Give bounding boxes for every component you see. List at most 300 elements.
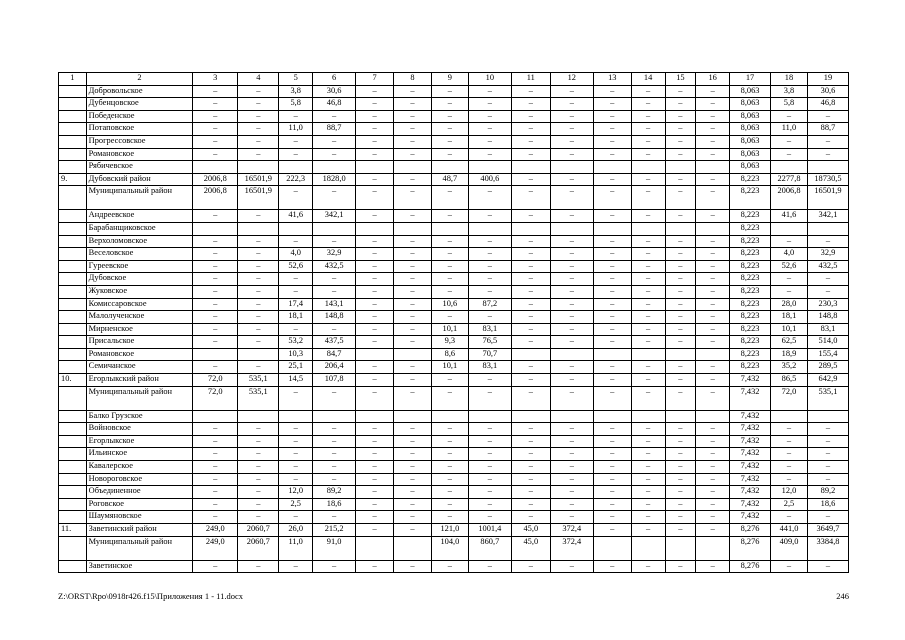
value-cell: – xyxy=(550,560,593,573)
row-number-cell xyxy=(59,560,87,573)
value-cell: – xyxy=(631,498,665,511)
value-cell: 4,0 xyxy=(771,248,808,261)
value-cell: – xyxy=(193,461,238,474)
value-cell: – xyxy=(807,148,848,161)
row-number-cell xyxy=(59,110,87,123)
value-cell: – xyxy=(665,298,696,311)
value-cell: – xyxy=(511,435,550,448)
value-cell: – xyxy=(593,461,631,474)
value-cell: – xyxy=(631,486,665,499)
value-cell: – xyxy=(511,448,550,461)
row-number-cell xyxy=(59,273,87,286)
value-cell: – xyxy=(696,524,730,537)
value-cell xyxy=(631,410,665,423)
table-row xyxy=(59,186,849,210)
table-row xyxy=(59,222,849,235)
value-cell xyxy=(696,536,730,560)
value-cell: 35,2 xyxy=(771,361,808,374)
row-number-cell xyxy=(59,323,87,336)
value-cell: – xyxy=(807,273,848,286)
value-cell: – xyxy=(468,498,511,511)
value-cell: – xyxy=(665,448,696,461)
value-cell: 2,5 xyxy=(771,498,808,511)
value-cell: – xyxy=(356,323,394,336)
value-cell: – xyxy=(593,473,631,486)
value-cell: – xyxy=(511,423,550,436)
table-row xyxy=(59,386,849,410)
value-cell xyxy=(238,410,279,423)
row-number-cell xyxy=(59,123,87,136)
value-cell: 30,6 xyxy=(807,85,848,98)
value-cell xyxy=(356,161,394,174)
value-cell: 11,0 xyxy=(279,536,313,560)
value-cell: – xyxy=(696,448,730,461)
value-cell: – xyxy=(193,511,238,524)
value-cell: – xyxy=(356,448,394,461)
value-cell: 8,223 xyxy=(730,348,771,361)
value-cell: – xyxy=(468,560,511,573)
value-cell xyxy=(696,161,730,174)
value-cell: – xyxy=(593,148,631,161)
column-header-19: 19 xyxy=(807,73,848,86)
value-cell: 143,1 xyxy=(313,298,356,311)
value-cell: – xyxy=(771,560,808,573)
value-cell: 10,1 xyxy=(431,361,468,374)
row-number-cell: 11. xyxy=(59,524,87,537)
row-number-cell xyxy=(59,486,87,499)
value-cell: – xyxy=(394,323,432,336)
table-row xyxy=(59,98,849,111)
value-cell: – xyxy=(356,285,394,298)
value-cell: – xyxy=(193,235,238,248)
value-cell: – xyxy=(468,248,511,261)
value-cell: 32,9 xyxy=(313,248,356,261)
value-cell: – xyxy=(394,361,432,374)
row-name-cell: Малолученское xyxy=(86,311,193,324)
value-cell: – xyxy=(665,498,696,511)
value-cell: – xyxy=(593,298,631,311)
value-cell: 2006,8 xyxy=(771,186,808,210)
value-cell: – xyxy=(431,260,468,273)
value-cell: – xyxy=(356,210,394,223)
value-cell: – xyxy=(193,123,238,136)
value-cell: – xyxy=(511,311,550,324)
table-row xyxy=(59,461,849,474)
value-cell: – xyxy=(631,323,665,336)
value-cell xyxy=(313,222,356,235)
value-cell: – xyxy=(771,511,808,524)
value-cell: – xyxy=(511,498,550,511)
value-cell: 409,0 xyxy=(771,536,808,560)
row-name-cell: Дубенцовское xyxy=(86,98,193,111)
value-cell: 88,7 xyxy=(313,123,356,136)
value-cell: – xyxy=(431,285,468,298)
row-name-cell: Жуковское xyxy=(86,285,193,298)
value-cell: 5,8 xyxy=(279,98,313,111)
value-cell xyxy=(550,348,593,361)
value-cell xyxy=(771,161,808,174)
value-cell: – xyxy=(631,248,665,261)
value-cell: 437,5 xyxy=(313,336,356,349)
value-cell: – xyxy=(631,210,665,223)
value-cell: – xyxy=(665,560,696,573)
row-name-cell: Новороговское xyxy=(86,473,193,486)
value-cell: – xyxy=(394,148,432,161)
value-cell: – xyxy=(550,173,593,186)
value-cell: 72,0 xyxy=(771,386,808,410)
value-cell: – xyxy=(771,448,808,461)
value-cell: 8,223 xyxy=(730,285,771,298)
value-cell: – xyxy=(313,386,356,410)
row-name-cell: Объединенное xyxy=(86,486,193,499)
column-header-3: 3 xyxy=(193,73,238,86)
value-cell: – xyxy=(550,336,593,349)
value-cell: – xyxy=(356,298,394,311)
value-cell: 28,0 xyxy=(771,298,808,311)
value-cell: 16501,9 xyxy=(238,173,279,186)
value-cell: – xyxy=(394,448,432,461)
value-cell xyxy=(550,410,593,423)
value-cell: 121,0 xyxy=(431,524,468,537)
value-cell: 62,5 xyxy=(771,336,808,349)
value-cell: – xyxy=(631,260,665,273)
value-cell: – xyxy=(238,235,279,248)
value-cell: 45,0 xyxy=(511,524,550,537)
value-cell: 14,5 xyxy=(279,374,313,387)
value-cell xyxy=(631,222,665,235)
value-cell: – xyxy=(394,273,432,286)
value-cell: – xyxy=(193,311,238,324)
value-cell: – xyxy=(193,361,238,374)
value-cell: – xyxy=(771,435,808,448)
value-cell: – xyxy=(394,423,432,436)
value-cell: – xyxy=(279,435,313,448)
value-cell: – xyxy=(665,135,696,148)
value-cell: 8,063 xyxy=(730,110,771,123)
table-header-row xyxy=(59,73,849,86)
table-row xyxy=(59,210,849,223)
value-cell: – xyxy=(631,461,665,474)
row-number-cell xyxy=(59,148,87,161)
row-name-cell: Муниципальный район xyxy=(86,386,193,410)
value-cell: – xyxy=(593,423,631,436)
row-number-cell xyxy=(59,98,87,111)
value-cell xyxy=(511,161,550,174)
value-cell xyxy=(511,410,550,423)
value-cell: – xyxy=(631,173,665,186)
value-cell: – xyxy=(807,511,848,524)
data-table xyxy=(58,72,849,573)
value-cell: 8,223 xyxy=(730,222,771,235)
value-cell: – xyxy=(238,361,279,374)
value-cell: – xyxy=(550,486,593,499)
value-cell: – xyxy=(665,260,696,273)
table-row xyxy=(59,298,849,311)
value-cell: 88,7 xyxy=(807,123,848,136)
value-cell: – xyxy=(550,123,593,136)
row-name-cell: Добровольское xyxy=(86,85,193,98)
table-row xyxy=(59,448,849,461)
value-cell: – xyxy=(631,98,665,111)
value-cell: – xyxy=(511,560,550,573)
value-cell: – xyxy=(696,273,730,286)
value-cell: – xyxy=(696,173,730,186)
value-cell: – xyxy=(550,511,593,524)
value-cell: 289,5 xyxy=(807,361,848,374)
value-cell: – xyxy=(279,423,313,436)
value-cell: 441,0 xyxy=(771,524,808,537)
value-cell: – xyxy=(394,435,432,448)
value-cell xyxy=(593,410,631,423)
value-cell: – xyxy=(193,85,238,98)
value-cell: 11,0 xyxy=(771,123,808,136)
row-number-cell xyxy=(59,248,87,261)
table-row xyxy=(59,473,849,486)
row-name-cell: Рябичевское xyxy=(86,161,193,174)
table-row xyxy=(59,560,849,573)
value-cell: – xyxy=(631,135,665,148)
value-cell: – xyxy=(631,273,665,286)
value-cell: – xyxy=(431,435,468,448)
value-cell: – xyxy=(238,486,279,499)
row-number-cell xyxy=(59,210,87,223)
value-cell: 8,223 xyxy=(730,323,771,336)
value-cell: – xyxy=(431,560,468,573)
value-cell: – xyxy=(313,273,356,286)
value-cell: – xyxy=(356,524,394,537)
row-number-cell xyxy=(59,423,87,436)
value-cell: – xyxy=(279,323,313,336)
value-cell: 72,0 xyxy=(193,374,238,387)
value-cell: – xyxy=(696,461,730,474)
value-cell: 7,432 xyxy=(730,461,771,474)
value-cell: – xyxy=(238,110,279,123)
value-cell: 8,223 xyxy=(730,298,771,311)
value-cell: – xyxy=(313,461,356,474)
value-cell: – xyxy=(394,123,432,136)
value-cell: 8,223 xyxy=(730,361,771,374)
value-cell: – xyxy=(468,210,511,223)
value-cell: 16501,9 xyxy=(238,186,279,210)
value-cell: – xyxy=(394,235,432,248)
value-cell: – xyxy=(665,461,696,474)
value-cell: – xyxy=(665,273,696,286)
value-cell: 7,432 xyxy=(730,435,771,448)
row-name-cell: Веселовское xyxy=(86,248,193,261)
value-cell: 3,8 xyxy=(279,85,313,98)
value-cell: – xyxy=(631,423,665,436)
value-cell: – xyxy=(431,486,468,499)
value-cell: – xyxy=(468,435,511,448)
value-cell: 8,6 xyxy=(431,348,468,361)
value-cell: – xyxy=(193,323,238,336)
value-cell: – xyxy=(356,110,394,123)
value-cell: – xyxy=(771,148,808,161)
value-cell: 30,6 xyxy=(313,85,356,98)
value-cell: 8,276 xyxy=(730,524,771,537)
table-row xyxy=(59,423,849,436)
value-cell: – xyxy=(431,123,468,136)
row-name-cell: Заветинское xyxy=(86,560,193,573)
value-cell: – xyxy=(193,423,238,436)
row-number-cell: 10. xyxy=(59,374,87,387)
value-cell: – xyxy=(356,386,394,410)
value-cell: – xyxy=(356,311,394,324)
value-cell: 91,0 xyxy=(313,536,356,560)
value-cell: 87,2 xyxy=(468,298,511,311)
value-cell: – xyxy=(238,461,279,474)
value-cell: – xyxy=(238,210,279,223)
value-cell: 18730,5 xyxy=(807,173,848,186)
value-cell: – xyxy=(696,135,730,148)
value-cell: – xyxy=(238,123,279,136)
value-cell xyxy=(356,348,394,361)
row-name-cell: Мирненское xyxy=(86,323,193,336)
value-cell: – xyxy=(631,311,665,324)
value-cell: 16501,9 xyxy=(807,186,848,210)
value-cell: 1001,4 xyxy=(468,524,511,537)
value-cell: – xyxy=(631,336,665,349)
value-cell: – xyxy=(550,473,593,486)
value-cell: – xyxy=(468,285,511,298)
value-cell: – xyxy=(468,461,511,474)
value-cell: 11,0 xyxy=(279,123,313,136)
value-cell: 342,1 xyxy=(313,210,356,223)
value-cell: 514,0 xyxy=(807,336,848,349)
value-cell: – xyxy=(279,110,313,123)
value-cell: – xyxy=(665,248,696,261)
value-cell: 7,432 xyxy=(730,374,771,387)
value-cell: 8,223 xyxy=(730,173,771,186)
value-cell: – xyxy=(468,260,511,273)
value-cell: 89,2 xyxy=(807,486,848,499)
value-cell: – xyxy=(593,386,631,410)
value-cell: 48,7 xyxy=(431,173,468,186)
value-cell: – xyxy=(665,123,696,136)
column-header-6: 6 xyxy=(313,73,356,86)
table-row xyxy=(59,235,849,248)
value-cell: 8,063 xyxy=(730,148,771,161)
value-cell: – xyxy=(356,235,394,248)
value-cell: – xyxy=(665,323,696,336)
value-cell xyxy=(279,222,313,235)
value-cell: – xyxy=(665,110,696,123)
value-cell: – xyxy=(665,186,696,210)
value-cell: – xyxy=(313,285,356,298)
value-cell: – xyxy=(771,135,808,148)
value-cell: 52,6 xyxy=(279,260,313,273)
value-cell: 32,9 xyxy=(807,248,848,261)
value-cell: – xyxy=(696,123,730,136)
value-cell: – xyxy=(593,560,631,573)
value-cell: – xyxy=(631,148,665,161)
value-cell: – xyxy=(550,98,593,111)
value-cell: – xyxy=(356,423,394,436)
value-cell: – xyxy=(313,235,356,248)
value-cell: – xyxy=(696,210,730,223)
value-cell xyxy=(238,161,279,174)
value-cell: – xyxy=(696,260,730,273)
value-cell: – xyxy=(431,511,468,524)
row-name-cell: Роговское xyxy=(86,498,193,511)
value-cell: – xyxy=(696,285,730,298)
value-cell: 8,223 xyxy=(730,248,771,261)
value-cell: – xyxy=(665,311,696,324)
value-cell: – xyxy=(771,285,808,298)
value-cell: – xyxy=(193,210,238,223)
value-cell: – xyxy=(511,273,550,286)
value-cell: – xyxy=(468,235,511,248)
value-cell: 1828,0 xyxy=(313,173,356,186)
value-cell: – xyxy=(193,435,238,448)
value-cell: – xyxy=(431,135,468,148)
value-cell: – xyxy=(511,248,550,261)
value-cell: 84,7 xyxy=(313,348,356,361)
value-cell: – xyxy=(631,511,665,524)
value-cell xyxy=(193,410,238,423)
value-cell: – xyxy=(193,486,238,499)
value-cell: – xyxy=(631,448,665,461)
value-cell xyxy=(238,348,279,361)
value-cell: 148,8 xyxy=(807,311,848,324)
column-header-16: 16 xyxy=(696,73,730,86)
footer-file-path: Z:\ORST\Rpo\0918r426.f15\Приложения 1 - 11.docx xyxy=(58,591,243,601)
value-cell: – xyxy=(511,123,550,136)
value-cell: – xyxy=(468,110,511,123)
value-cell: – xyxy=(431,248,468,261)
column-header-18: 18 xyxy=(771,73,808,86)
value-cell: – xyxy=(193,248,238,261)
value-cell: – xyxy=(807,473,848,486)
column-header-13: 13 xyxy=(593,73,631,86)
value-cell: 8,223 xyxy=(730,210,771,223)
value-cell: – xyxy=(313,511,356,524)
value-cell: – xyxy=(511,336,550,349)
row-number-cell xyxy=(59,260,87,273)
value-cell: – xyxy=(696,435,730,448)
row-number-cell xyxy=(59,298,87,311)
row-number-cell xyxy=(59,536,87,560)
value-cell: 535,1 xyxy=(238,386,279,410)
value-cell: 535,1 xyxy=(807,386,848,410)
value-cell: – xyxy=(238,435,279,448)
table-row xyxy=(59,524,849,537)
value-cell: – xyxy=(696,511,730,524)
value-cell: 3,8 xyxy=(771,85,808,98)
value-cell: – xyxy=(356,148,394,161)
value-cell xyxy=(665,536,696,560)
value-cell: – xyxy=(550,260,593,273)
value-cell xyxy=(279,410,313,423)
value-cell: – xyxy=(193,285,238,298)
value-cell: – xyxy=(238,323,279,336)
row-number-cell xyxy=(59,511,87,524)
value-cell: – xyxy=(313,448,356,461)
value-cell xyxy=(665,161,696,174)
value-cell: 8,223 xyxy=(730,311,771,324)
value-cell: – xyxy=(356,498,394,511)
value-cell: – xyxy=(279,560,313,573)
value-cell: – xyxy=(279,511,313,524)
value-cell: – xyxy=(631,110,665,123)
row-number-cell xyxy=(59,410,87,423)
value-cell: – xyxy=(279,473,313,486)
value-cell xyxy=(394,222,432,235)
value-cell: 89,2 xyxy=(313,486,356,499)
value-cell: – xyxy=(550,135,593,148)
value-cell: – xyxy=(238,336,279,349)
value-cell: – xyxy=(696,148,730,161)
